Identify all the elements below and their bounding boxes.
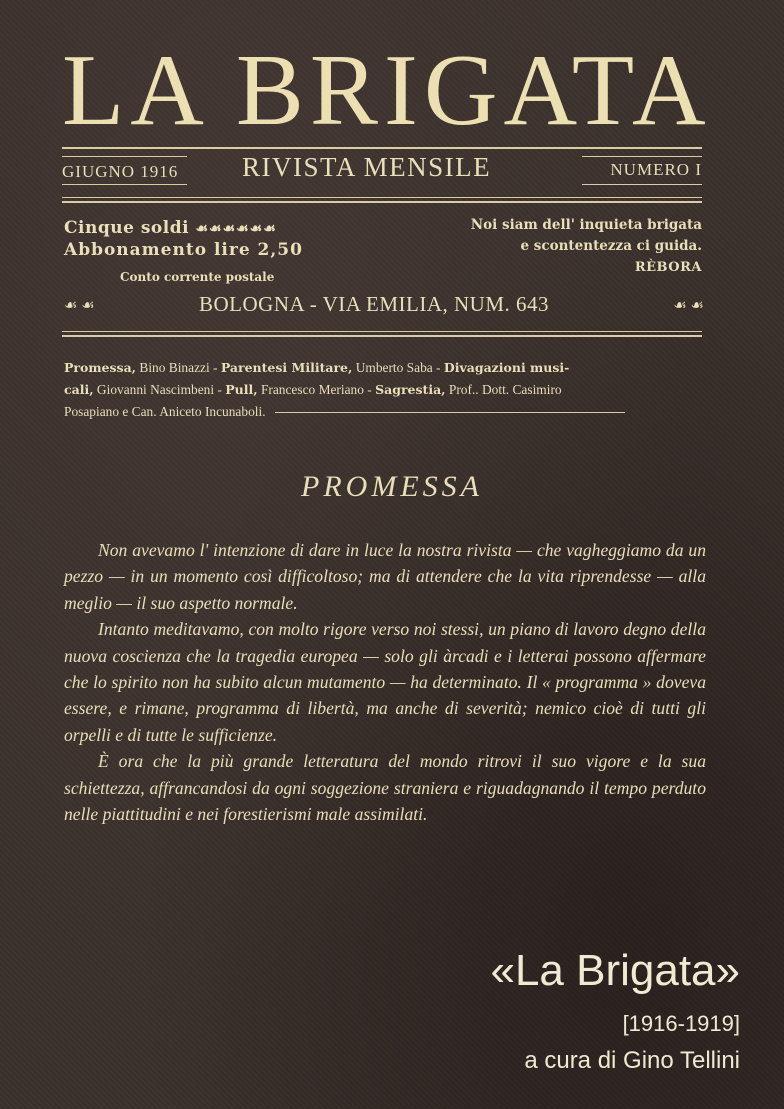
toc-author: Francesco Meriano -	[260, 382, 372, 397]
postal-account-text: Conto corrente postale	[120, 270, 275, 284]
toc-author: Posapiano e Can. Aniceto Incunaboli.	[64, 404, 266, 419]
toc-author: Giovanni Nascimbeni -	[96, 382, 222, 397]
masthead-rule	[62, 147, 702, 149]
book-editor: a cura di Gino Tellini	[524, 1047, 740, 1074]
price-text: Cinque soldi	[64, 218, 190, 238]
book-title: «La Brigata»	[490, 946, 740, 995]
pricing-block	[64, 218, 303, 260]
article-paragraph: Non avevamo l' intenzione di dare in luce la nostra rivista — che vagheggiamo da un pezzo — in un momento così difficoltoso; ma di attendere che la vita riprendesse — alla meglio — il suo aspetto normale.	[64, 540, 706, 613]
issue-rule-top	[582, 156, 702, 157]
toc-title: cali,	[64, 382, 94, 397]
toc-author: Umberto Saba -	[355, 360, 441, 375]
issue-rule-bottom	[582, 184, 702, 185]
date-rule-bottom	[62, 184, 187, 185]
toc-title: Divagazioni musi-	[443, 360, 570, 375]
toc-author: Prof.. Dott. Casimiro	[448, 382, 562, 397]
article-body	[64, 537, 706, 827]
date-rule-top	[62, 156, 187, 157]
address-rule-double	[62, 335, 702, 337]
book-years: [1916-1919]	[622, 1011, 740, 1036]
subscription-text: Abbonamento lire 2,50	[64, 240, 303, 260]
issue-number: NUMERO I	[610, 160, 702, 179]
toc-title: Parentesi Militare,	[220, 360, 353, 375]
fleuron-left-icon: ☙ ☙	[64, 298, 95, 314]
article-paragraph: È ora che la più grande letteratura del mondo ritrovi il suo vigore e la sua schiettezza, affrancandosi da ogni soggezione straniera e riguadagnando il tempo perduto nelle piattitudini e nei forestierismi male assimilati.	[64, 751, 706, 825]
subtitle-row	[62, 152, 702, 188]
address-rule	[62, 331, 702, 332]
toc-rule	[275, 412, 625, 413]
epigraph	[471, 215, 702, 278]
toc-title: Sagrestia,	[375, 382, 446, 397]
issue-date: GIUGNO 1916	[62, 162, 179, 181]
article-paragraph: Intanto meditavamo, con molto rigore verso noi stessi, un piano di lavoro degno della nuova coscienza che la tragedia europea — solo gli àrcadi e i letterai possono affermare che lo spirito non ha subito alcun mutamento — ha determinato. Il « programma » doveva essere, e rimane, programma di libertà, ma anche di severità; nemico cioè di tutti gli orpelli e di tutte le sufficienze.	[64, 619, 706, 745]
fleuron-ornament: ☙☙☙☙☙☙	[195, 221, 277, 237]
book-credit	[490, 945, 740, 1075]
address-text: BOLOGNA - VIA EMILIA, NUM. 643	[199, 292, 550, 316]
header-rule-double	[62, 201, 702, 203]
toc-author: Bino Binazzi -	[139, 360, 218, 375]
article-title: PROMESSA	[301, 470, 483, 503]
toc-title: Pull,	[225, 382, 258, 397]
toc-title: Promessa,	[64, 360, 137, 375]
fleuron-right-icon: ☙ ☙	[673, 298, 704, 314]
subtitle: RIVISTA MENSILE	[242, 152, 492, 182]
table-of-contents	[64, 357, 704, 423]
epigraph-author: RÈBORA	[634, 260, 702, 275]
masthead-title: LA BRIGATA	[62, 34, 712, 147]
epigraph-line-1: Noi siam dell' inquieta brigata	[470, 217, 702, 233]
header-rule	[62, 197, 702, 198]
address-row	[64, 292, 704, 320]
epigraph-line-2: e scontentezza ci guida.	[520, 238, 702, 254]
